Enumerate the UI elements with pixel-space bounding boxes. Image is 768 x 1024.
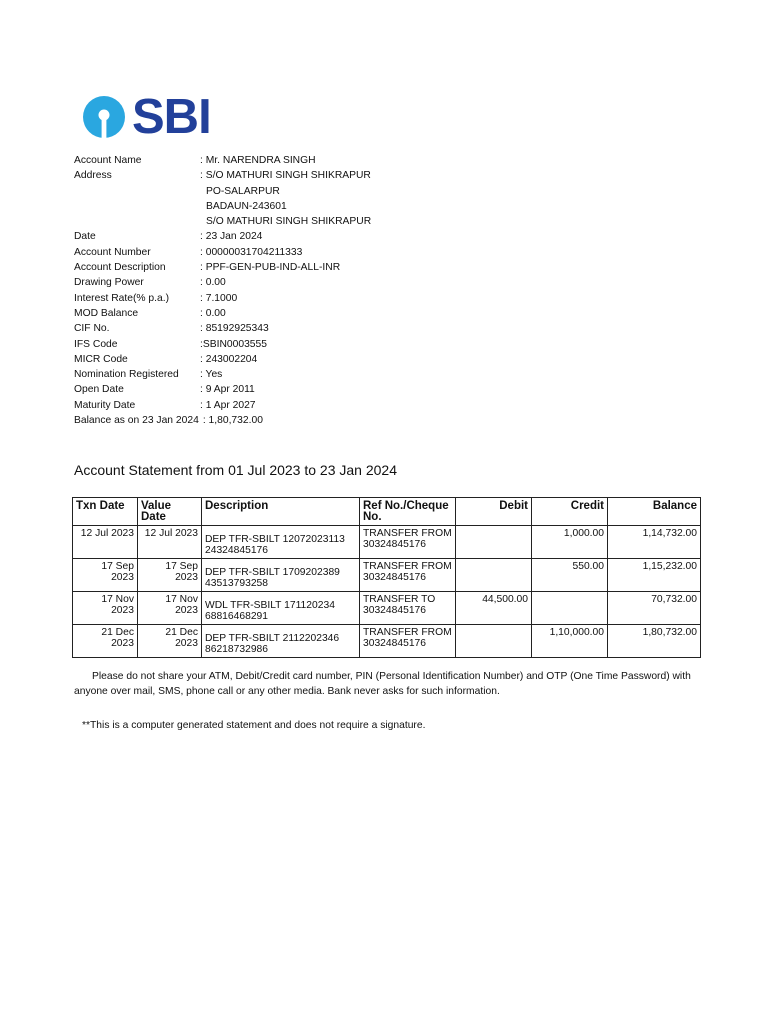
sbi-keyhole-icon <box>82 95 126 139</box>
cell-ref: TRANSFER FROM 30324845176 <box>360 625 456 658</box>
detail-label: Date <box>74 231 96 243</box>
detail-value: : 0.00 <box>200 307 226 319</box>
header-ref: Ref No./Cheque No. <box>360 498 456 526</box>
cell-debit <box>456 526 532 559</box>
detail-label: Account Description <box>74 262 166 274</box>
detail-row <box>74 398 263 413</box>
notice-text: Please do not share your ATM, Debit/Credit card number, PIN (Personal Identification Number) and OTP (One Time Password) with anyone over mail, SMS, phone call or any other media. Bank never asks for such information. <box>74 671 691 697</box>
detail-label: Interest Rate(% p.a.) <box>74 292 169 304</box>
address-line <box>74 214 372 229</box>
detail-row <box>74 229 263 244</box>
detail-row <box>74 291 263 306</box>
cell-txn-date: 12 Jul 2023 <box>73 526 138 559</box>
table-row <box>73 625 701 658</box>
header-txn-date: Txn Date <box>73 498 138 526</box>
cell-description <box>202 559 360 592</box>
detail-label: MICR Code <box>74 353 128 365</box>
detail-value: : 0.00 <box>200 277 226 289</box>
cell-ref: TRANSFER FROM 30324845176 <box>360 526 456 559</box>
detail-value: : 9 Apr 2011 <box>200 384 255 396</box>
detail-label: Account Number <box>74 246 151 258</box>
header-debit: Debit <box>456 498 532 526</box>
table-row <box>73 592 701 625</box>
detail-value: : Yes <box>200 369 223 381</box>
computer-generated-note: **This is a computer generated statement and does not require a signature. <box>82 720 426 731</box>
detail-row <box>74 260 341 275</box>
detail-value: : PPF-GEN-PUB-IND-ALL-INR <box>200 262 341 274</box>
cell-ref: TRANSFER TO 30324845176 <box>360 592 456 625</box>
address-line-text: S/O MATHURI SINGH SHIKRAPUR <box>206 216 372 228</box>
cell-txn-date: 17 Sep 2023 <box>73 559 138 592</box>
detail-label: Address <box>74 170 112 182</box>
description-text: DEP TFR-SBILT 1709202389 43513793258 <box>205 567 340 589</box>
detail-label: Maturity Date <box>74 399 136 411</box>
table-row <box>73 526 701 559</box>
description-text: DEP TFR-SBILT 2112202346 86218732986 <box>205 633 340 655</box>
header-value-date: Value Date <box>138 498 202 526</box>
detail-row <box>74 321 269 336</box>
detail-value: : 00000031704211333 <box>200 246 303 258</box>
table-body <box>73 526 701 658</box>
detail-label: IFS Code <box>74 338 118 350</box>
detail-row <box>74 337 267 352</box>
detail-label: Account Name <box>74 155 142 166</box>
balance-value: : 1,80,732.00 <box>202 415 263 427</box>
description-text: WDL TFR-SBILT 171120234 68816468291 <box>205 600 335 622</box>
detail-row-address <box>74 168 371 183</box>
sbi-logo-text: SBI <box>132 90 211 144</box>
cell-credit: 1,000.00 <box>532 526 608 559</box>
cell-value-date: 17 Sep 2023 <box>138 559 202 592</box>
detail-label: MOD Balance <box>74 307 139 319</box>
detail-row-account-name <box>74 153 316 168</box>
cell-debit: 44,500.00 <box>456 592 532 625</box>
header-description: Description <box>202 498 360 526</box>
cell-value-date: 12 Jul 2023 <box>138 526 202 559</box>
description-text: DEP TFR-SBILT 12072023113 24324845176 <box>205 534 345 556</box>
cell-ref: TRANSFER FROM 30324845176 <box>360 559 456 592</box>
detail-label: CIF No. <box>74 323 110 335</box>
transactions-table <box>72 497 701 658</box>
cell-balance: 1,15,232.00 <box>608 559 701 592</box>
cell-debit <box>456 625 532 658</box>
cell-balance: 1,14,732.00 <box>608 526 701 559</box>
header-credit: Credit <box>532 498 608 526</box>
detail-value: : S/O MATHURI SINGH SHIKRAPUR <box>200 170 371 182</box>
sbi-logo <box>82 90 211 144</box>
cell-value-date: 21 Dec 2023 <box>138 625 202 658</box>
detail-value: :SBIN0003555 <box>200 338 267 350</box>
table-header-row <box>73 498 701 526</box>
detail-label: Drawing Power <box>74 277 144 289</box>
account-details <box>74 153 372 428</box>
cell-value-date: 17 Nov 2023 <box>138 592 202 625</box>
address-line-text: BADAUN-243601 <box>206 200 287 212</box>
detail-value: : 7.1000 <box>200 292 238 304</box>
cell-txn-date: 17 Nov 2023 <box>73 592 138 625</box>
detail-value: : 85192925343 <box>200 323 269 335</box>
security-notice <box>74 669 704 699</box>
detail-row <box>74 275 263 290</box>
cell-description <box>202 625 360 658</box>
detail-label: Nomination Registered <box>74 369 179 381</box>
header-balance: Balance <box>608 498 701 526</box>
cell-credit <box>532 592 608 625</box>
detail-row <box>74 367 263 382</box>
detail-value: : 1 Apr 2027 <box>200 399 256 411</box>
detail-label: Open Date <box>74 384 124 396</box>
detail-row <box>74 382 263 397</box>
balance-label: Balance as on 23 Jan 2024 <box>74 415 199 427</box>
cell-txn-date: 21 Dec 2023 <box>73 625 138 658</box>
detail-value: : 23 Jan 2024 <box>200 231 263 243</box>
detail-rows <box>74 229 341 413</box>
cell-balance: 70,732.00 <box>608 592 701 625</box>
detail-row <box>74 245 303 260</box>
cell-debit <box>456 559 532 592</box>
cell-credit: 550.00 <box>532 559 608 592</box>
cell-credit: 1,10,000.00 <box>532 625 608 658</box>
detail-row <box>74 352 263 367</box>
cell-balance: 1,80,732.00 <box>608 625 701 658</box>
detail-row-balance <box>74 413 263 428</box>
detail-value: : 243002204 <box>200 353 258 365</box>
cell-description <box>202 592 360 625</box>
detail-row <box>74 306 263 321</box>
address-line <box>74 184 280 199</box>
address-line <box>74 199 287 214</box>
table-row <box>73 559 701 592</box>
statement-title: Account Statement from 01 Jul 2023 to 23 Jan 2024 <box>74 462 397 478</box>
detail-value: : Mr. NARENDRA SINGH <box>200 155 316 166</box>
cell-description <box>202 526 360 559</box>
address-line-text: PO-SALARPUR <box>206 185 280 197</box>
